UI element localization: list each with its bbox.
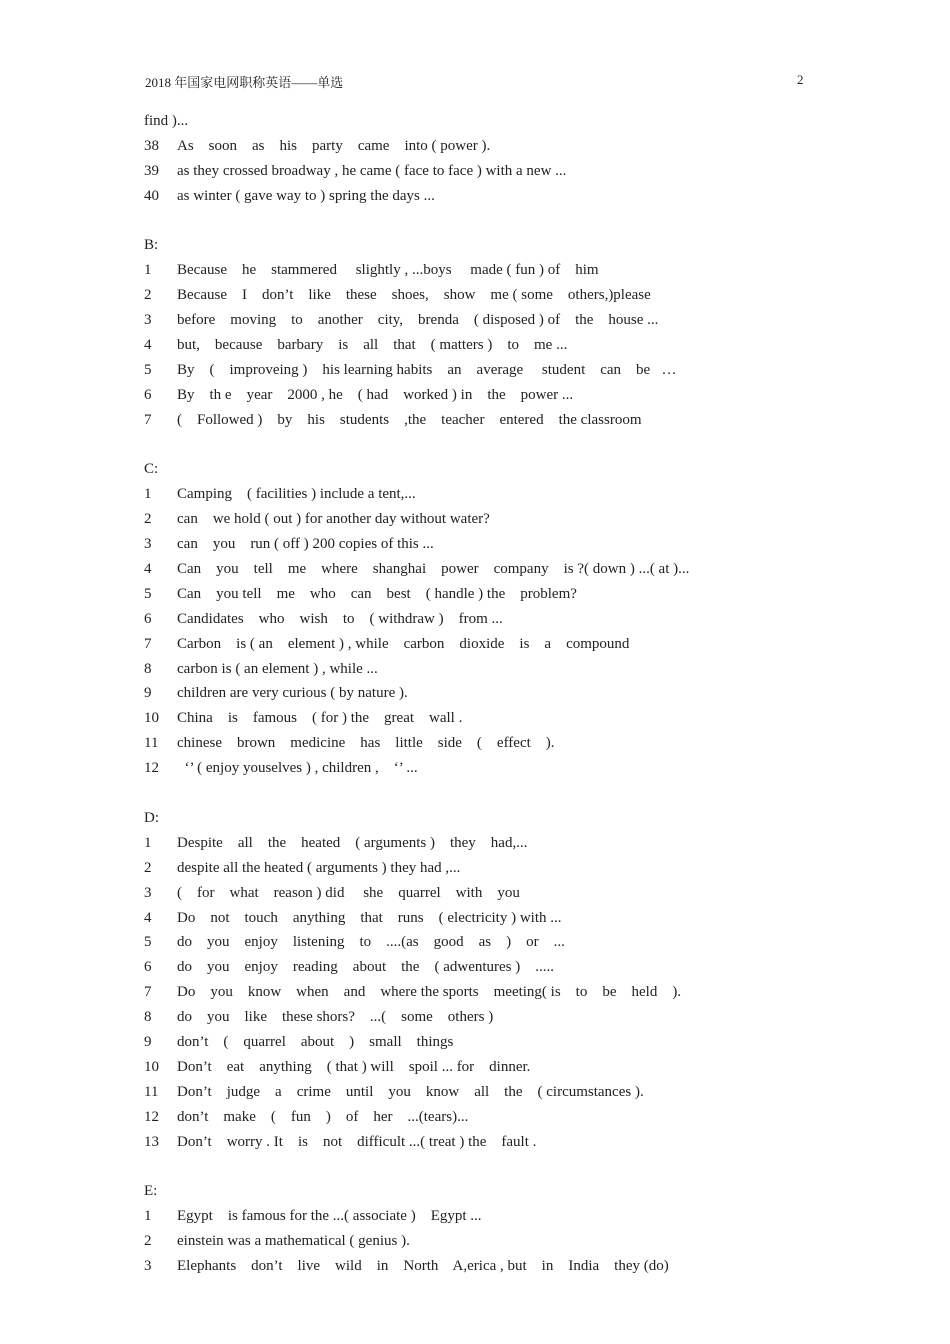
question-line (144, 1080, 784, 1105)
page-number: 2 (797, 72, 804, 87)
question-number: 2 (144, 511, 152, 528)
question-number: 6 (144, 959, 152, 976)
question-text: children are very curious ( by nature ). (177, 685, 408, 702)
question-line (144, 756, 784, 781)
question-line (144, 1105, 784, 1130)
section-heading: D: (144, 809, 159, 826)
question-text: By ( improveing ) his learning habits an average student can be … (177, 361, 677, 378)
question-line (144, 1005, 784, 1030)
question-number: 10 (144, 710, 159, 727)
question-line (144, 532, 784, 557)
question-text: find )... (144, 113, 189, 129)
question-line (144, 706, 784, 731)
question-number: 12 (144, 1108, 159, 1125)
question-number: 7 (144, 984, 152, 1001)
question-number: 8 (144, 660, 152, 677)
question-number: 10 (144, 1058, 159, 1075)
question-line (144, 1130, 784, 1155)
question-number: 3 (144, 884, 152, 901)
question-line (144, 731, 784, 756)
question-line (144, 657, 784, 682)
question-text: Egypt is famous for the ...( associate ) Egypt ... (177, 1208, 482, 1225)
question-line (144, 283, 784, 308)
question-text: Can you tell me who can best ( handle ) the problem? (177, 585, 577, 602)
header-title: 2018 年国家电网职称英语——单选 (145, 75, 344, 90)
question-number: 2 (144, 287, 152, 304)
question-number: 4 (144, 909, 152, 926)
question-text: einstein was a mathematical ( genius ). (177, 1233, 410, 1250)
question-number: 1 (144, 262, 152, 279)
question-number: 2 (144, 859, 152, 876)
question-text: don’t ( quarrel about ) small things (177, 1033, 454, 1050)
question-text: do you enjoy reading about the ( adwentures ) ..... (177, 959, 554, 976)
question-line (144, 557, 784, 582)
question-text: As soon as his party came into ( power ). (177, 137, 491, 154)
question-number: 39 (144, 162, 159, 179)
question-number: 5 (144, 585, 152, 602)
question-number: 11 (144, 735, 159, 752)
question-number: 13 (144, 1133, 159, 1150)
question-text: despite all the heated ( arguments ) they had ,... (177, 859, 461, 876)
question-line (144, 333, 784, 358)
question-text: ( for what reason ) did she quarrel with you (177, 884, 520, 901)
question-number: 7 (144, 411, 152, 428)
question-line (144, 955, 784, 980)
question-line (144, 1229, 784, 1254)
section-heading: C: (144, 461, 159, 478)
question-text: Because he stammered slightly , ...boys made ( fun ) of him (177, 262, 599, 279)
question-text: By th e year 2000 , he ( had worked ) in the power ... (177, 386, 574, 403)
question-number: 3 (144, 312, 152, 329)
question-line (144, 1055, 784, 1080)
question-number: 6 (144, 610, 152, 627)
question-line (144, 906, 784, 931)
question-number: 4 (144, 337, 152, 354)
question-line (144, 1204, 784, 1229)
question-number: 38 (144, 137, 159, 154)
blank-line (144, 1154, 784, 1179)
question-text: can you run ( off ) 200 copies of this ... (177, 536, 434, 553)
question-text: Candidates who wish to ( withdraw ) from ... (177, 610, 503, 627)
question-number: 12 (144, 760, 159, 777)
question-text: Don’t eat anything ( that ) will spoil ... for dinner. (177, 1058, 531, 1075)
question-text: as they crossed broadway , he came ( face to face ) with a new ... (177, 162, 567, 179)
question-number: 11 (144, 1083, 159, 1100)
question-line (144, 482, 784, 507)
document-body (144, 109, 784, 1279)
blank-line (144, 433, 784, 458)
question-number: 9 (144, 1033, 152, 1050)
question-line (144, 681, 784, 706)
question-text: carbon is ( an element ) , while ... (177, 660, 378, 677)
question-text: don’t make ( fun ) of her ...(tears)... (177, 1108, 469, 1125)
question-line (144, 184, 784, 209)
question-line (144, 383, 784, 408)
question-text: as winter ( gave way to ) spring the days ... (177, 187, 435, 204)
question-text: Elephants don’t live wild in North A,erica , but in India they (do) (177, 1257, 669, 1274)
question-text: before moving to another city, brenda ( disposed ) of the house ... (177, 312, 659, 329)
question-line (144, 607, 784, 632)
question-line (144, 980, 784, 1005)
question-number: 8 (144, 1009, 152, 1026)
question-number: 4 (144, 561, 152, 578)
question-text: Carbon is ( an element ) , while carbon dioxide is a compound (177, 635, 630, 652)
question-text: chinese brown medicine has little side ( effect ). (177, 735, 555, 752)
question-text: Can you tell me where shanghai power company is ?( down ) ...( at )... (177, 561, 690, 578)
question-line (144, 930, 784, 955)
question-text: Despite all the heated ( arguments ) they had,... (177, 834, 528, 851)
question-line (144, 1030, 784, 1055)
question-text: Because I don’t like these shoes, show me ( some others,)please (177, 287, 651, 304)
question-line (144, 582, 784, 607)
question-text: do you enjoy listening to ....(as good as ) or ... (177, 934, 565, 951)
question-text: China is famous ( for ) the great wall . (177, 710, 463, 727)
question-line (144, 159, 784, 184)
question-line (144, 632, 784, 657)
question-number: 5 (144, 361, 152, 378)
question-line (144, 507, 784, 532)
question-number: 1 (144, 834, 152, 851)
question-number: 3 (144, 536, 152, 553)
question-line (144, 856, 784, 881)
question-line (144, 831, 784, 856)
blank-line (144, 781, 784, 806)
question-line (144, 258, 784, 283)
question-text: Don’t worry . It is not difficult ...( treat ) the fault . (177, 1133, 537, 1150)
question-number: 6 (144, 386, 152, 403)
question-number: 3 (144, 1257, 152, 1274)
question-text: can we hold ( out ) for another day without water? (177, 511, 490, 528)
question-text: do you like these shors? ...( some others ) (177, 1009, 494, 1026)
question-number: 9 (144, 685, 152, 702)
section-heading: B: (144, 237, 159, 254)
question-line (144, 358, 784, 383)
question-text: Do not touch anything that runs ( electricity ) with ... (177, 909, 562, 926)
question-text: but, because barbary is all that ( matters ) to me ... (177, 337, 568, 354)
question-text: ‘’ ( enjoy youselves ) , children , ‘’ ... (177, 760, 418, 777)
question-number: 1 (144, 1208, 152, 1225)
question-number: 5 (144, 934, 152, 951)
question-text: Camping ( facilities ) include a tent,... (177, 486, 416, 503)
question-number: 1 (144, 486, 152, 503)
question-line (144, 1254, 784, 1279)
question-line (144, 134, 784, 159)
question-line (144, 308, 784, 333)
question-text: Do you know when and where the sports meeting( is to be held ). (177, 984, 682, 1001)
question-text: Don’t judge a crime until you know all the ( circumstances ). (177, 1083, 644, 1100)
question-line (144, 109, 784, 134)
question-number: 40 (144, 187, 159, 204)
question-number: 2 (144, 1233, 152, 1250)
section-heading: E: (144, 1183, 158, 1200)
question-line (144, 408, 784, 433)
blank-line (144, 209, 784, 234)
question-line (144, 881, 784, 906)
question-text: ( Followed ) by his students ,the teacher entered the classroom (177, 411, 642, 428)
question-number: 7 (144, 635, 152, 652)
